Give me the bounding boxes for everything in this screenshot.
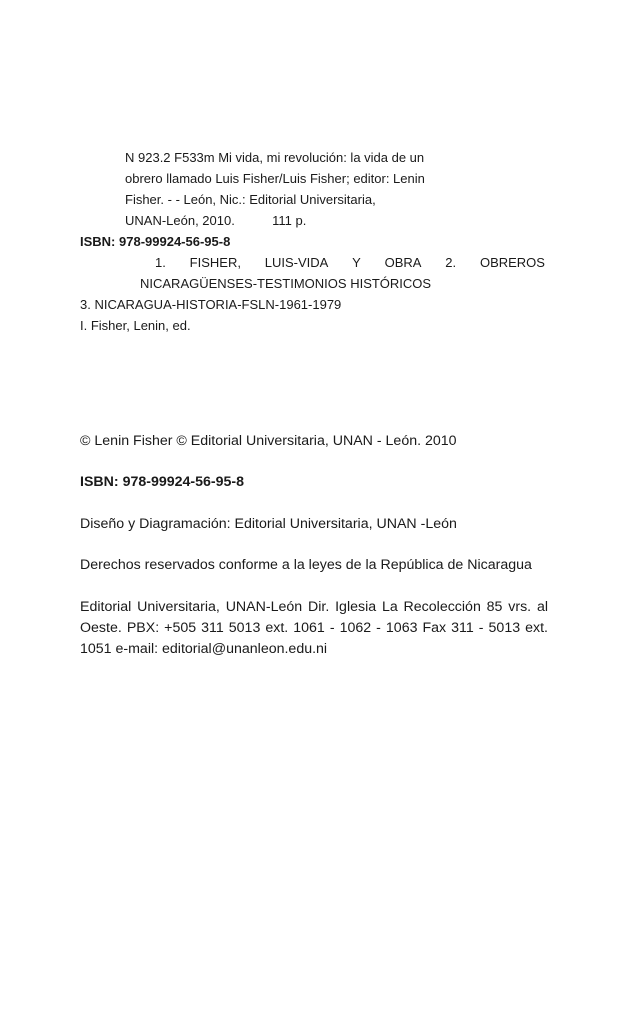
catalog-line-3: Fisher. - - León, Nic.: Editorial Universitaria, [125, 192, 376, 207]
catalog-pages: 111 p. [272, 213, 307, 228]
catalog-record [80, 147, 550, 336]
catalog-place-year: UNAN-León, 2010. [125, 213, 235, 228]
isbn-line: ISBN: 978-99924-56-95-8 [80, 474, 245, 490]
design-credit: Diseño y Diagramación: Editorial Universitaria, UNAN -León [80, 516, 457, 532]
catalog-subjects-line-1 [80, 252, 545, 273]
subject-word: 2. [445, 255, 457, 270]
copyright-notice: © Lenin Fisher © Editorial Universitaria, UNAN - León. 2010 [80, 433, 457, 449]
subject-word: 1. [155, 255, 166, 270]
subject-word: FISHER, [189, 255, 241, 270]
catalog-line-4 [80, 210, 550, 231]
catalog-subjects-line-2: NICARAGÜENSES-TESTIMONIOS HISTÓRICOS [140, 276, 432, 291]
catalog-added-entry: I. Fisher, Lenin, ed. [80, 318, 191, 333]
catalog-line-1: N 923.2 F533m Mi vida, mi revolución: la vida de un [125, 150, 425, 165]
subject-word: LUIS-VIDA [264, 255, 329, 270]
catalog-isbn: ISBN: 978-99924-56-95-8 [80, 234, 231, 249]
rights-notice: Derechos reservados conforme a la leyes de la República de Nicaragua [80, 557, 532, 573]
subject-word: Y [352, 255, 361, 270]
catalog-subject-3: 3. NICARAGUA-HISTORIA-FSLN-1961-1979 [80, 297, 342, 312]
publisher-address: Editorial Universitaria, UNAN-León Dir. Iglesia La Recolección 85 vrs. al Oeste. PBX: +505 311 5013 ext. 1061 - 1062 - 1063 Fax 311 - 5013 ext. 1051 e-mail: editorial@unanleon.edu.ni [80, 599, 548, 657]
subject-word: OBRA [384, 255, 422, 270]
subject-word: OBREROS [479, 255, 545, 270]
catalog-line-2: obrero llamado Luis Fisher/Luis Fisher; editor: Lenin [125, 171, 425, 186]
